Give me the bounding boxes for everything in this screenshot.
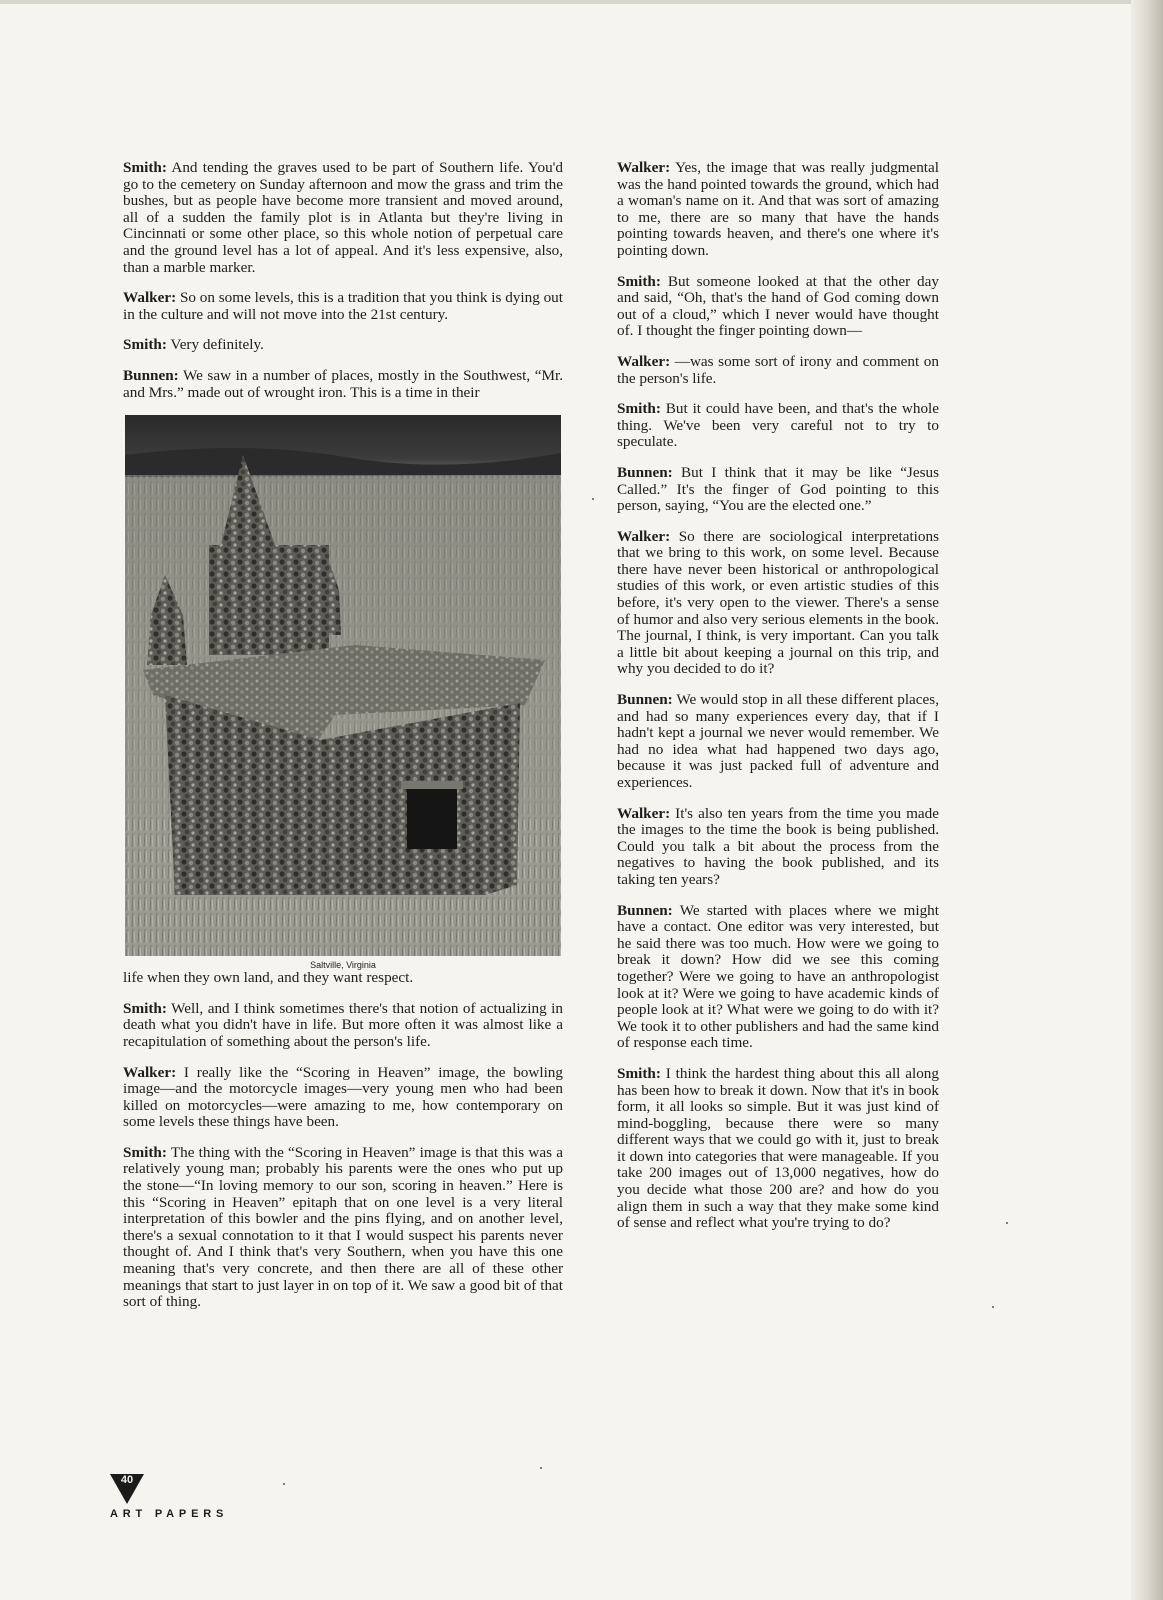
interview-paragraph — [617, 274, 939, 340]
interview-paragraph — [617, 1066, 939, 1232]
paragraph-text: Yes, the image that was really judgmental was the hand pointed towards the ground, which had a woman's name on it. And that was sort of amazing to me, there are so many that have the hands pointing towards heaven, and there's one where it's pointing down. — [617, 159, 939, 259]
print-speck — [283, 1483, 285, 1485]
print-speck — [1006, 1222, 1008, 1224]
page-gutter-shadow — [1131, 0, 1163, 1600]
paragraph-text: life when they own land, and they want respect. — [123, 969, 414, 987]
interview-paragraph — [617, 465, 939, 515]
interview-paragraph — [123, 337, 563, 354]
photo-figure — [125, 415, 561, 970]
interview-paragraph — [617, 529, 939, 678]
right-column-text — [617, 160, 939, 1232]
paragraph-text: But I think that it may be like “Jesus Called.” It's the finger of God pointing to this person, saying, “You are the elected one.” — [617, 463, 939, 515]
print-speck — [592, 498, 594, 500]
interview-paragraph — [123, 970, 563, 987]
paragraph-text: But it could have been, and that's the whole thing. We've been very careful not to try to speculate. — [617, 400, 939, 451]
page-top-edge — [0, 0, 1163, 4]
interview-paragraph — [123, 290, 563, 323]
speaker-name: Walker: — [123, 1063, 177, 1081]
paragraph-text: We would stop in all these different places, and had so many experiences every day, that if I hadn't kept a journal we never would remember. We had no idea what had happened two days ago, because it was just packed full of adventure and experiences. — [617, 691, 939, 791]
interview-paragraph — [123, 1065, 563, 1131]
speaker-name: Smith: — [123, 1143, 167, 1161]
paragraph-text: So on some levels, this is a tradition that you think is dying out in the culture and will not move into the 21st century. — [123, 289, 563, 323]
left-column-text-bottom — [123, 970, 563, 1311]
speaker-name: Walker: — [617, 159, 671, 176]
interview-paragraph — [617, 692, 939, 792]
interview-paragraph — [123, 160, 563, 276]
interview-paragraph — [617, 806, 939, 889]
left-column-text-top — [123, 160, 563, 401]
paragraph-text: But someone looked at that the other day and said, “Oh, that's the hand of God coming down out of a cloud,” which I never would have thought of. I thought the finger pointing down— — [617, 272, 939, 340]
speaker-name: Smith: — [617, 272, 661, 290]
print-speck — [992, 1306, 994, 1308]
speaker-name: Bunnen: — [123, 366, 179, 384]
paragraph-text: Well, and I think sometimes there's that notion of actualizing in death what you didn't have in life. But more often it was almost like a recapitulation of something about the person's life. — [123, 999, 563, 1050]
speaker-name: Bunnen: — [617, 463, 673, 481]
paragraph-text: The thing with the “Scoring in Heaven” image is that this was a relatively young man; probably his parents were the ones who put up the stone—“In loving memory to our son, scoring in heaven.” Here is this “Scoring in Heaven” epitaph that on one level is a very literal interpretation of this bowler and the pins flying, and on another level, there's a sexual connotation to it that I would suspect his parents never thought of. And I think that's very Southern, when you have this one meaning that's very concrete, and then there are all of these other meanings that start to just layer in on top of it. We saw a good bit of that sort of thing. — [123, 1143, 563, 1311]
speaker-name: Walker: — [123, 289, 177, 307]
speaker-name: Walker: — [617, 527, 671, 545]
photo-caption: Saltville, Virginia — [310, 960, 376, 971]
paragraph-text: —was some sort of irony and comment on the person's life. — [617, 352, 939, 387]
interview-paragraph — [123, 368, 563, 401]
page-number: 40 — [120, 1474, 134, 1486]
paragraph-text: It's also ten years from the time you made the images to the time the book is being published. Could you talk a bit about the process from the negatives to having the book published, and its taking ten years? — [617, 804, 939, 888]
interview-paragraph — [123, 1001, 563, 1051]
paragraph-text: We saw in a number of places, mostly in the Southwest, “Mr. and Mrs.” made out of wrought iron. This is a time in their — [123, 366, 563, 401]
speaker-name: Smith: — [617, 1064, 661, 1082]
publication-name: ART PAPERS — [110, 1508, 229, 1520]
paragraph-text: I really like the “Scoring in Heaven” image, the bowling image—and the motorcycle images—very young men who had been killed on motorcycles—were amazing to me, how contemporary on some levels these things have been. — [123, 1063, 563, 1131]
paragraph-text: I think the hardest thing about this all along has been how to break it down. Now that it's in book form, it all looks so simple. But it was just kind of mind-boggling, because there were so many different ways that we could go with it, just to break it down into categories that were manageable. If you take 200 images out of 13,000 negatives, how do you decide what those 200 are? and how do you align them in such a way that they make some kind of sense and reflect what you're trying to do? — [617, 1064, 939, 1232]
speaker-name: Bunnen: — [617, 691, 673, 709]
folio-triangle-icon — [110, 1474, 144, 1504]
print-speck — [540, 1467, 542, 1469]
speaker-name: Smith: — [123, 159, 167, 176]
interview-paragraph — [617, 354, 939, 387]
speaker-name: Walker: — [617, 352, 671, 370]
paragraph-text: Very definitely. — [166, 336, 264, 354]
speaker-name: Walker: — [617, 804, 671, 822]
interview-paragraph — [123, 1145, 563, 1311]
speaker-name: Smith: — [617, 400, 661, 418]
paragraph-text: So there are sociological interpretations that we bring to this work, on some level. Because there have never been historical or anthropological studies of this work, or even artistic studies of this before, it's very open to the viewer. There's a sense of humor and also very serious elements in the book. The journal, I think, is very important. Can you talk a little bit about keeping a journal on this trip, and why you decided to do it? — [617, 527, 939, 678]
speaker-name: Bunnen: — [617, 901, 673, 919]
interview-paragraph — [617, 903, 939, 1052]
left-column — [123, 160, 563, 1325]
page-footer — [110, 1474, 229, 1520]
interview-paragraph — [617, 160, 939, 260]
interview-paragraph — [617, 401, 939, 451]
speaker-name: Smith: — [123, 336, 167, 354]
grave-house-photo — [125, 415, 561, 956]
speaker-name: Smith: — [123, 999, 167, 1017]
paragraph-text: We started with places where we might have a contact. One editor was very interested, but he said there was too much. How were we going to break it down? How did we see this coming together? Were we going to have an anthropologist look at it? Were we going to have academic kinds of people look at it? What were we going to do with it? We took it to other publishers and had the same kind of response each time. — [617, 901, 939, 1052]
right-column — [617, 160, 939, 1246]
paragraph-text: And tending the graves used to be part of Southern life. You'd go to the cemetery on Sunday afternoon and mow the grass and trim the bushes, but as people have become more transient and moved around, all of a sudden the family plot is in Atlanta but they're living in Cincinnati or some other place, so this whole notion of perpetual care and the ground level has a lot of appeal. And it's less expensive, also, than a marble marker. — [123, 159, 563, 276]
